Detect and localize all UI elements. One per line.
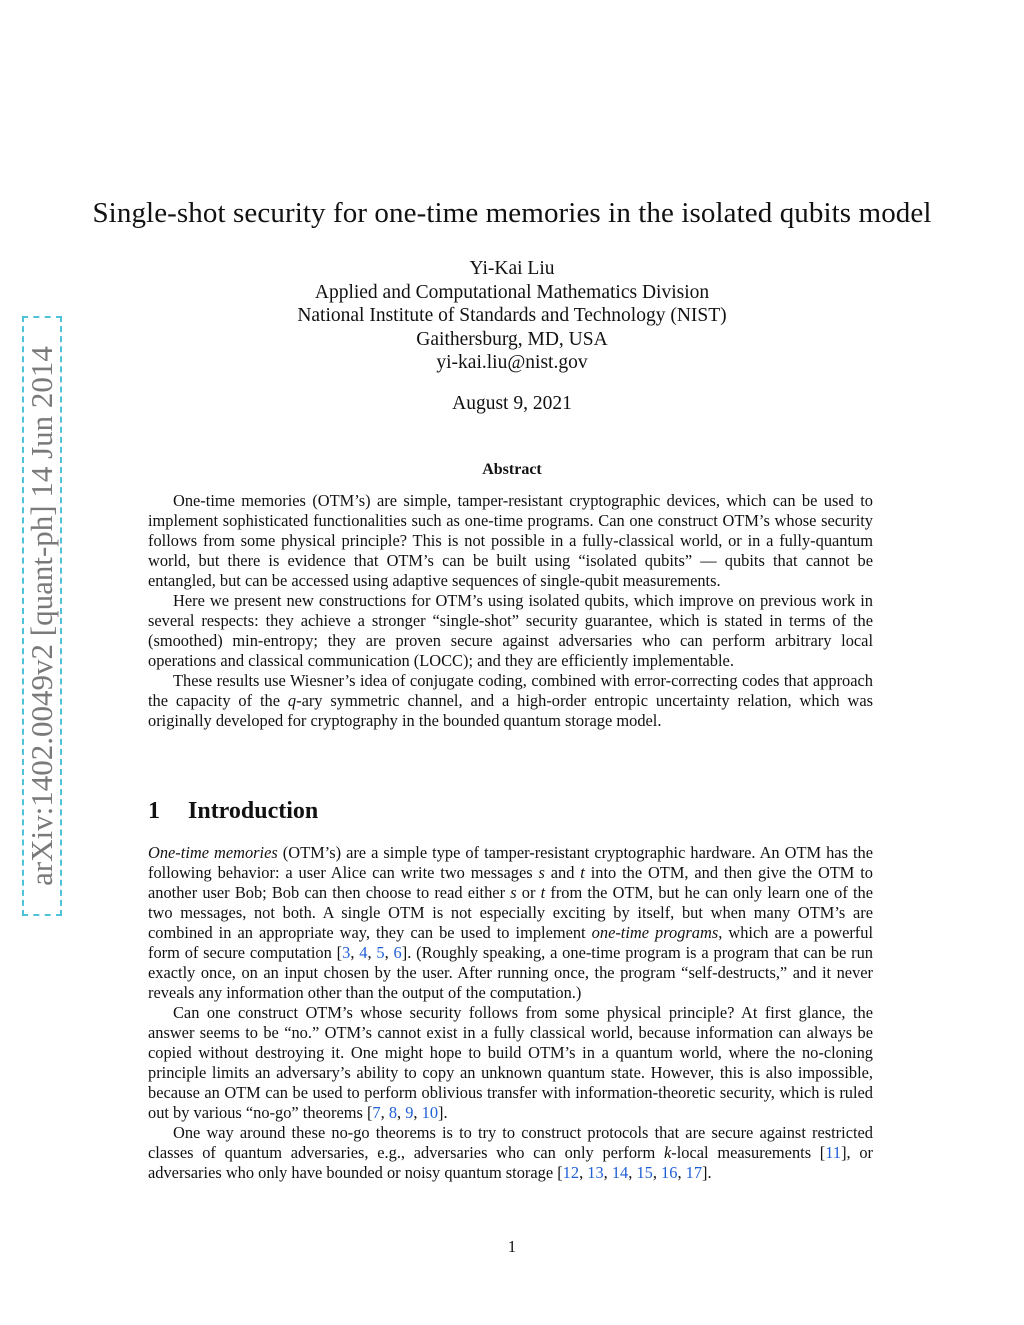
citation-link[interactable]: 10 (421, 1103, 439, 1122)
citation-link[interactable]: 9 (405, 1103, 414, 1122)
emphasis-term: one-time programs (591, 923, 719, 942)
page-number: 1 (507, 1237, 517, 1256)
section-heading (148, 798, 318, 825)
citation-link[interactable]: 6 (393, 943, 402, 962)
citation-link[interactable]: 7 (372, 1103, 381, 1122)
abstract-paragraph: These results use Wiesner’s idea of conjugate coding, combined with error-correcting codes that approach the capacity of the q-ary symmetric channel, and a high-order entropic uncertainty relation, which was originally developed for cryptography in the bounded quantum storage model. (148, 671, 873, 730)
emphasis-term: One-time memories (148, 843, 278, 862)
math-variable: t (540, 883, 546, 902)
math-variable: q (287, 691, 297, 710)
citation-link[interactable]: 15 (636, 1163, 653, 1182)
citation-link[interactable]: 3 (342, 943, 351, 962)
citation-link[interactable]: 5 (376, 943, 385, 962)
abstract-heading: Abstract (482, 461, 542, 478)
body-paragraph: Can one construct OTM’s whose security follows from some physical principle? At first glance, the answer seems to be “no.” OTM’s cannot exist in a fully classical world, because information can always be copied without destroying it. One might hope to build OTM’s in a quantum world, where the no-cloning principle limits an adversary’s ability to copy an unknown quantum state. However, this is also impossible, because an OTM can be used to perform oblivious transfer with information-theoretic security, which is ruled out by various “no-go” theorems [7, 8, 9, 10]. (148, 1003, 873, 1122)
citation-link[interactable]: 11 (825, 1143, 842, 1162)
author-division: Applied and Computational Mathematics Division (314, 281, 710, 303)
arxiv-identifier: arXiv:1402.0049v2 [quant-ph] 14 Jun 2014 (24, 346, 60, 886)
citation-link[interactable]: 8 (388, 1103, 398, 1122)
abstract-body (148, 491, 873, 731)
author-location: Gaithersburg, MD, USA (416, 328, 608, 350)
author-email: yi-kai.liu@nist.gov (436, 352, 588, 373)
math-variable: k (664, 1143, 672, 1162)
citation-link[interactable]: 16 (661, 1163, 678, 1182)
math-variable: t (580, 863, 585, 882)
paper-date: August 9, 2021 (452, 393, 572, 414)
introduction-body (148, 843, 873, 1183)
section-number: 1 (148, 798, 160, 824)
citation-link[interactable]: 12 (562, 1163, 580, 1182)
section-title: Introduction (188, 798, 319, 824)
body-paragraph: One way around these no-go theorems is to try to construct protocols that are secure against restricted classes of quantum adversaries, e.g., adversaries who can only perform k-local measurements [11], or adversaries who only have bounded or noisy quantum storage [12, 13, 14, 15, 16, 17]. (148, 1123, 873, 1182)
citation-link[interactable]: 13 (587, 1163, 604, 1182)
body-paragraph: One-time memories (OTM’s) are a simple type of tamper-resistant cryptographic hardware. An OTM has the following behavior: a user Alice can write two messages s and t into the OTM, and then give the OTM to another user Bob; Bob can then choose to read either s or t from the OTM, but he can only learn one of the two messages, not both. A single OTM is not especially exciting by itself, but when many OTM’s are combined in an appropriate way, they can be used to implement one-time programs, which are a powerful form of secure computation [3, 4, 5, 6]. (Roughly speaking, a one-time program is a program that can be run exactly once, on an input chosen by the user. After running once, the program “self-destructs,” and it never reveals any information other than the output of the computation.) (148, 843, 874, 1002)
citation-link[interactable]: 4 (359, 943, 368, 962)
math-variable: s (510, 883, 517, 902)
abstract-paragraph: Here we present new constructions for OTM’s using isolated qubits, which improve on previous work in several respects: they achieve a stronger “single-shot” security guarantee, which is stated in terms of the (smoothed) min-entropy; they are proven secure against adversaries who can perform arbitrary local operations and classical communication (LOCC); and they are efficiently implementable. (148, 591, 873, 670)
author-name: Yi-Kai Liu (469, 258, 555, 279)
citation-link[interactable]: 17 (685, 1163, 703, 1182)
author-block (0, 257, 1024, 375)
math-variable: s (538, 863, 545, 882)
paper-title: Single-shot security for one-time memories in the isolated qubits model (92, 197, 932, 229)
citation-link[interactable]: 14 (611, 1163, 629, 1182)
author-institution: National Institute of Standards and Technology (NIST) (297, 305, 727, 326)
abstract-paragraph: One-time memories (OTM’s) are simple, tamper-resistant cryptographic devices, which can be used to implement sophisticated functionalities such as one-time programs. Can one construct OTM’s whose security follows from some physical principle? This is not possible in a fully-classical world, or in a fully-quantum world, but there is evidence that OTM’s can be built using “isolated qubits” — qubits that cannot be entangled, but can be accessed using adaptive sequences of single-qubit measurements. (148, 491, 873, 590)
